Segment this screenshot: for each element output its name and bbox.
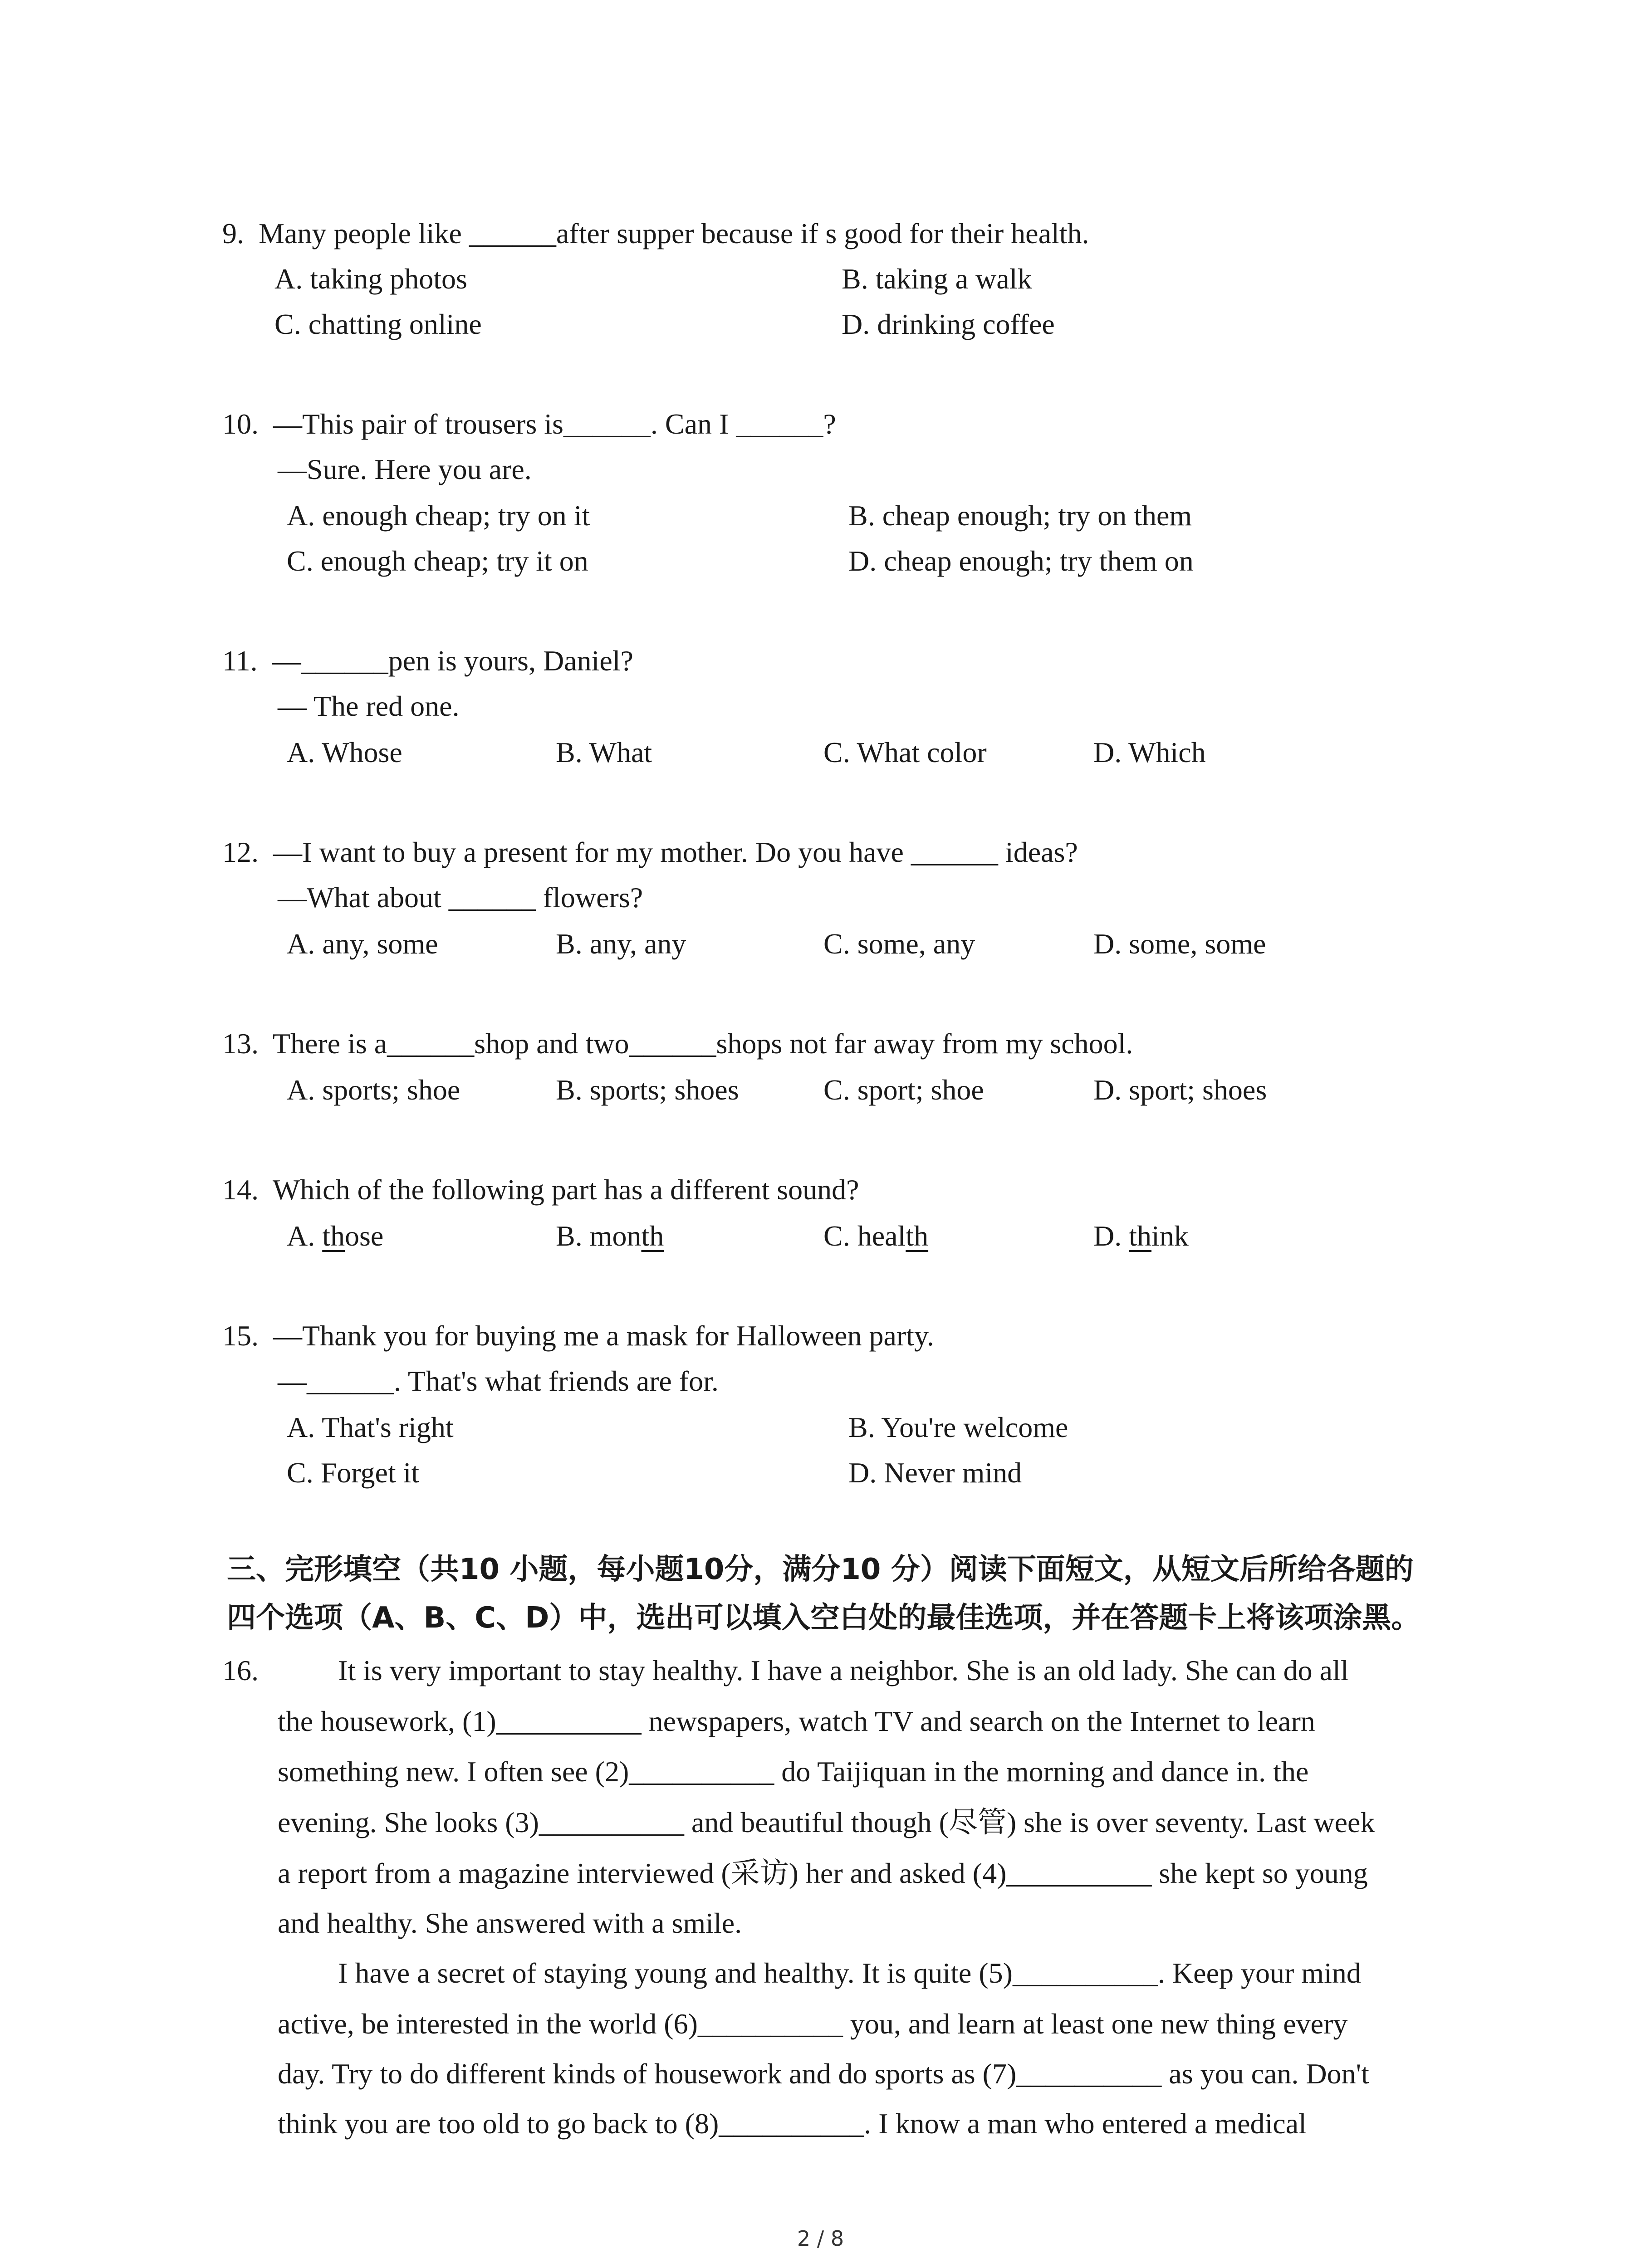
q9-option-a: A. taking photos — [274, 263, 467, 295]
q16-passage-line-2: the housework, (1)__________ newspapers, watch TV and search on the Internet to learn — [278, 1705, 1315, 1737]
q14-option-d: D. think — [1093, 1220, 1189, 1252]
q10-option-d: D. cheap enough; try them on — [848, 545, 1194, 577]
q13-option-c: C. sport; shoe — [823, 1074, 984, 1106]
q12-reply: —What about ______ flowers? — [278, 881, 643, 914]
q16-passage-line-6: and healthy. She answered with a smile. — [278, 1907, 742, 1939]
q10-option-c: C. enough cheap; try it on — [287, 545, 588, 577]
q15-option-a: A. That's right — [287, 1411, 454, 1443]
underlined-letters: th — [322, 1220, 345, 1252]
q12-option-c: C. some, any — [823, 928, 975, 960]
q15-option-b: B. You're welcome — [848, 1411, 1068, 1443]
q10-stem: 10. —This pair of trousers is______. Can I ______? — [222, 408, 836, 440]
q11-reply: — The red one. — [278, 690, 460, 722]
q11-option-d: D. Which — [1093, 736, 1206, 768]
q11-option-b: B. What — [556, 736, 652, 768]
q15-option-d: D. Never mind — [848, 1457, 1022, 1489]
q14-stem: 14. Which of the following part has a different sound? — [222, 1173, 859, 1206]
underlined-letters: th — [906, 1220, 929, 1252]
q9-stem: 9. Many people like ______after supper because if s good for their health. — [222, 217, 1089, 249]
q14-option-a: A. those — [287, 1220, 384, 1252]
q12-option-a: A. any, some — [287, 928, 438, 960]
q16-passage-line-8: active, be interested in the world (6)__________ you, and learn at least one new thing every — [278, 2008, 1348, 2040]
q9-option-c: C. chatting online — [274, 308, 482, 340]
page-number: 2 / 8 — [797, 2226, 844, 2251]
q13-option-d: D. sport; shoes — [1093, 1074, 1267, 1106]
q16-passage-line-10: think you are too old to go back to (8)__________. I know a man who entered a medical — [278, 2107, 1307, 2140]
section-3-title-line-1: 三、完形填空（共10 小题，每小题10分，满分10 分）阅读下面短文，从短文后所给各题的 — [227, 1553, 1414, 1586]
q12-option-d: D. some, some — [1093, 928, 1266, 960]
q16-passage-line-7: I have a secret of staying young and healthy. It is quite (5)__________. Keep your mind — [338, 1957, 1361, 1989]
q10-option-a: A. enough cheap; try on it — [287, 499, 590, 532]
q14-option-b: B. month — [556, 1220, 664, 1252]
q10-option-b: B. cheap enough; try on them — [848, 499, 1192, 532]
q13-option-b: B. sports; shoes — [556, 1074, 739, 1106]
q14-option-c: C. health — [823, 1220, 929, 1252]
q15-reply: —______. That's what friends are for. — [278, 1365, 719, 1397]
q9-option-d: D. drinking coffee — [842, 308, 1055, 340]
section-3-title-line-2: 四个选项（A、B、C、D）中，选出可以填入空白处的最佳选项，并在答题卡上将该项涂黑。 — [227, 1601, 1421, 1635]
q16-passage-line-4: evening. She looks (3)__________ and beautiful though (尽管) she is over seventy. Last week — [278, 1806, 1375, 1838]
q15-stem: 15. —Thank you for buying me a mask for Halloween party. — [222, 1320, 934, 1352]
q10-reply: —Sure. Here you are. — [278, 453, 532, 485]
q9-option-b: B. taking a walk — [842, 263, 1032, 295]
q16-passage-line-1: It is very important to stay healthy. I have a neighbor. She is an old lady. She can do all — [338, 1654, 1349, 1686]
q15-option-c: C. Forget it — [287, 1457, 420, 1489]
q11-option-a: A. Whose — [287, 736, 402, 768]
q16-number: 16. — [222, 1654, 259, 1686]
q16-passage-line-5: a report from a magazine interviewed (采访) her and asked (4)__________ she kept so young — [278, 1857, 1368, 1889]
q11-option-c: C. What color — [823, 736, 987, 768]
q13-option-a: A. sports; shoe — [287, 1074, 460, 1106]
underlined-letters: th — [1129, 1220, 1151, 1252]
q16-passage-line-9: day. Try to do different kinds of housework and do sports as (7)__________ as you can. Don't — [278, 2058, 1369, 2090]
q11-stem: 11. —______pen is yours, Daniel? — [222, 645, 633, 677]
q12-stem: 12. —I want to buy a present for my mother. Do you have ______ ideas? — [222, 836, 1078, 868]
q12-option-b: B. any, any — [556, 928, 686, 960]
q16-passage-line-3: something new. I often see (2)__________ do Taijiquan in the morning and dance in. the — [278, 1755, 1309, 1788]
q13-stem: 13. There is a______shop and two______shops not far away from my school. — [222, 1027, 1133, 1060]
underlined-letters: th — [641, 1220, 664, 1252]
